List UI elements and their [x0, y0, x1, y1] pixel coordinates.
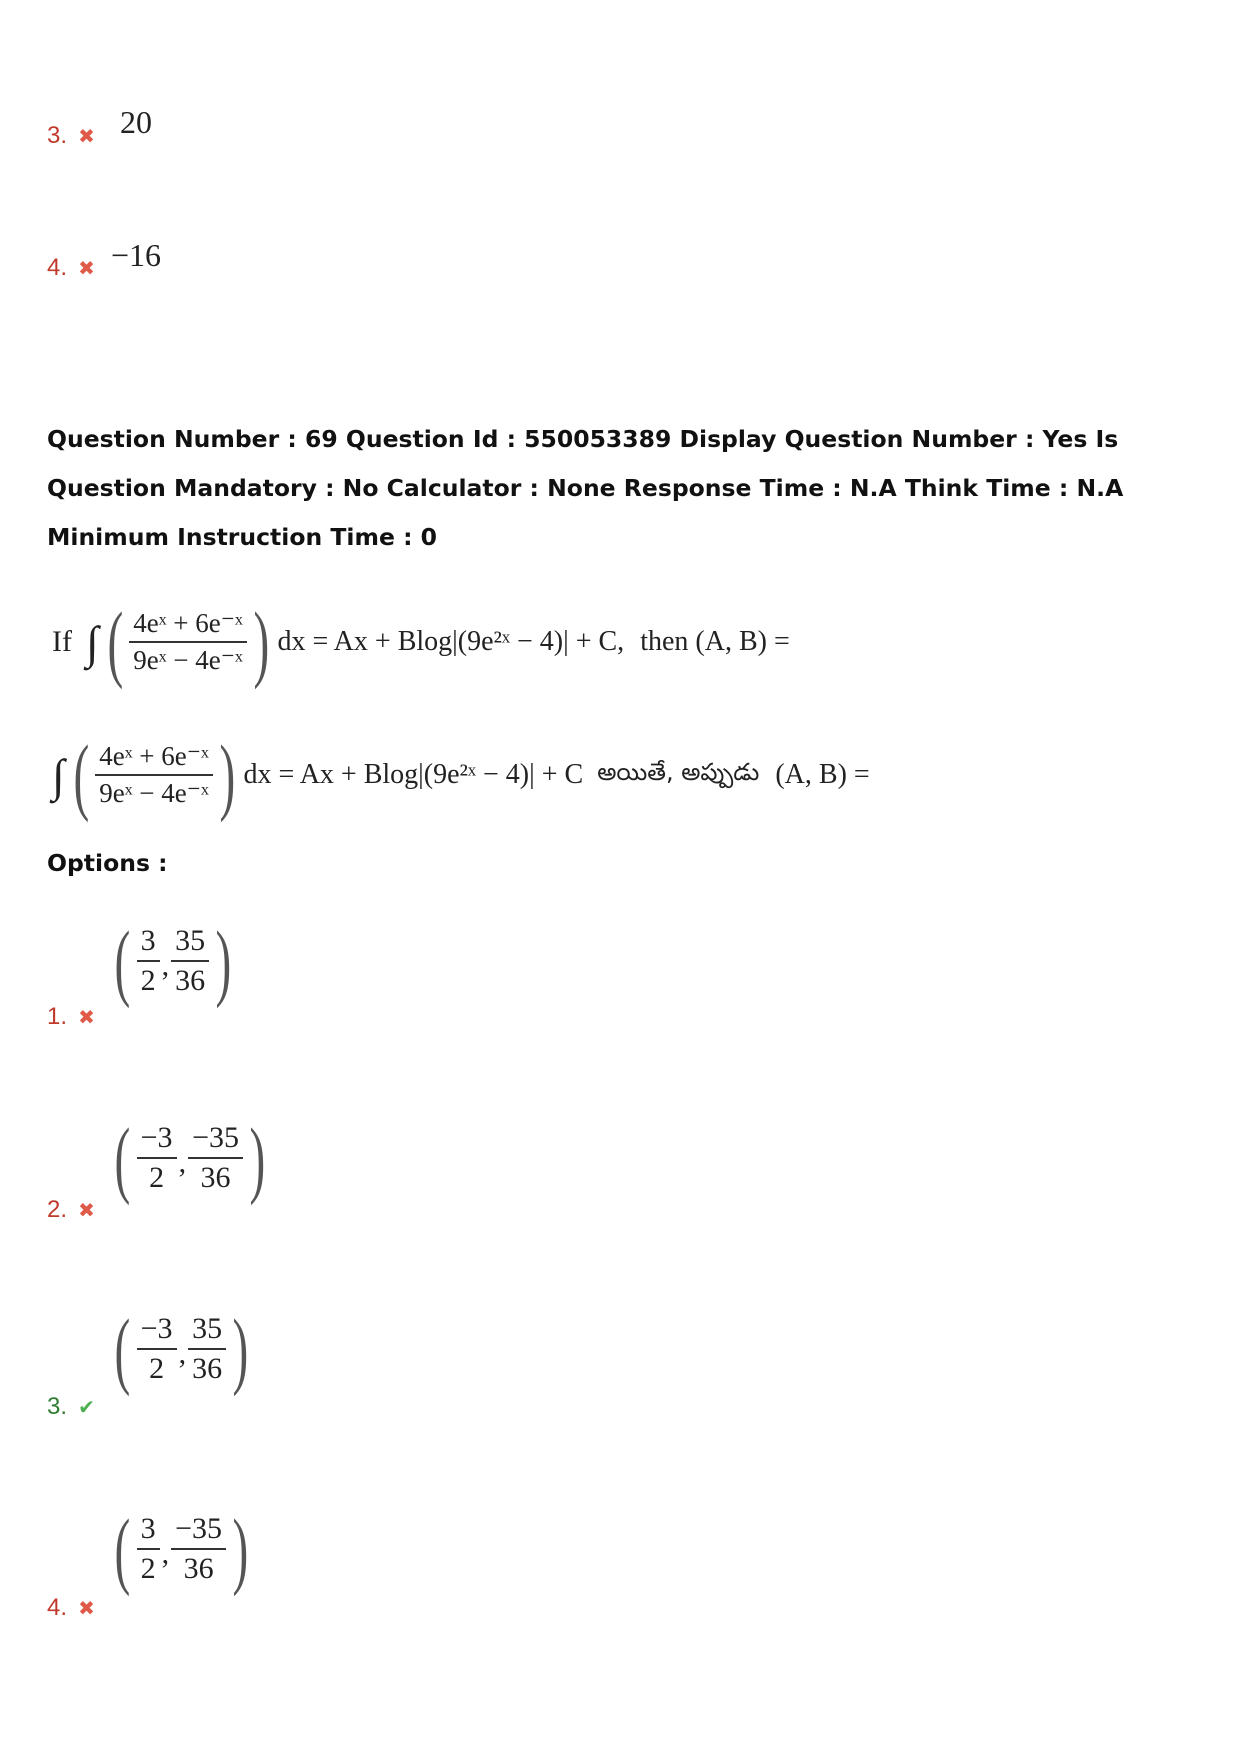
option-fraction-a — [137, 924, 160, 998]
left-paren: ( — [114, 1301, 131, 1397]
comma: , — [178, 1337, 187, 1370]
option-2-value — [108, 1110, 272, 1206]
right-paren: ) — [232, 1301, 249, 1397]
cross-icon: ✖ — [78, 1198, 95, 1222]
option-number: 3. — [47, 1393, 68, 1420]
option-2-marker — [47, 1196, 95, 1224]
fraction-numerator: −35 — [171, 1512, 226, 1550]
question-info: Question Number : 69 Question Id : 550053389 Display Question Number : Yes Is Question Mandatory : No Calculator : None Response Time : N.A Think Time : N.A Minimum Instruction Time : 0 — [47, 425, 1124, 551]
right-paren: ) — [215, 913, 232, 1009]
fraction-numerator: 3 — [137, 924, 160, 962]
option-fraction-a — [137, 1312, 177, 1386]
option-3-value — [108, 1301, 255, 1397]
prev-option-3-value: 20 — [120, 104, 152, 140]
option-number: 2. — [47, 1196, 68, 1223]
option-fraction-a — [137, 1512, 160, 1586]
integrand-fraction — [95, 741, 213, 809]
fraction-denominator: 36 — [175, 964, 206, 997]
fraction-denominator: 36 — [192, 1352, 223, 1385]
fraction-denominator: 9eˣ − 4e⁻ˣ — [99, 778, 209, 808]
right-paren: ) — [249, 1110, 266, 1206]
option-fraction-b — [188, 1121, 243, 1195]
option-fraction-b — [171, 924, 209, 998]
fraction-numerator: 35 — [188, 1312, 226, 1350]
option-1-value — [108, 913, 238, 1009]
question-suffix: (A, B) = — [775, 759, 870, 790]
comma: , — [178, 1146, 187, 1179]
comma: , — [161, 949, 170, 982]
right-paren: ) — [253, 594, 269, 690]
fraction-denominator: 36 — [200, 1161, 231, 1194]
cross-icon: ✖ — [78, 1005, 95, 1029]
fraction-numerator: −3 — [137, 1312, 177, 1350]
options-label: Options : — [47, 849, 168, 877]
option-fraction-a — [137, 1121, 177, 1195]
question-suffix-telugu: అయితే, అప్పుడు — [597, 758, 760, 786]
fraction-denominator: 9eˣ − 4e⁻ˣ — [133, 645, 243, 675]
fraction-denominator: 2 — [149, 1161, 165, 1194]
option-number: 4. — [47, 254, 68, 281]
comma: , — [161, 1537, 170, 1570]
fraction-numerator: 3 — [137, 1512, 160, 1550]
right-paren: ) — [232, 1501, 249, 1597]
left-paren: ( — [114, 913, 131, 1009]
integral-icon: ∫ — [85, 616, 99, 668]
integral-icon: ∫ — [52, 749, 65, 801]
prev-option-4 — [47, 254, 95, 282]
prev-option-4-value: −16 — [111, 237, 162, 273]
cross-icon: ✖ — [78, 256, 95, 280]
prev-option-3 — [47, 122, 95, 150]
option-fraction-b — [171, 1512, 226, 1586]
cross-icon: ✖ — [78, 1596, 95, 1620]
fraction-numerator: 35 — [171, 924, 209, 962]
option-number: 4. — [47, 1594, 68, 1621]
fraction-denominator: 2 — [140, 964, 156, 997]
option-number: 3. — [47, 122, 68, 149]
fraction-denominator: 36 — [183, 1552, 214, 1585]
fraction-denominator: 2 — [149, 1352, 165, 1385]
question-english — [52, 592, 790, 692]
option-4-value — [108, 1501, 255, 1597]
fraction-numerator: 4eˣ + 6e⁻ˣ — [129, 608, 247, 643]
question-prefix: If — [52, 625, 72, 658]
question-rhs: dx = Ax + Blog|(9e²ˣ − 4)| + C, — [277, 626, 625, 657]
fraction-denominator: 2 — [140, 1552, 156, 1585]
left-paren: ( — [73, 727, 89, 823]
fraction-numerator: −35 — [188, 1121, 243, 1159]
left-paren: ( — [107, 594, 123, 690]
left-paren: ( — [114, 1110, 131, 1206]
option-number: 1. — [47, 1003, 68, 1030]
option-4-marker — [47, 1594, 95, 1622]
fraction-numerator: 4eˣ + 6e⁻ˣ — [95, 741, 213, 776]
question-rhs: dx = Ax + Blog|(9e²ˣ − 4)| + C — [243, 759, 584, 790]
integrand-fraction — [129, 608, 247, 676]
question-suffix: then (A, B) = — [640, 626, 790, 657]
option-1-marker — [47, 1003, 95, 1031]
fraction-numerator: −3 — [137, 1121, 177, 1159]
cross-icon: ✖ — [78, 124, 95, 148]
option-3-marker — [47, 1393, 95, 1421]
check-icon: ✔ — [78, 1395, 95, 1419]
option-fraction-b — [188, 1312, 226, 1386]
question-telugu — [52, 725, 870, 825]
left-paren: ( — [114, 1501, 131, 1597]
right-paren: ) — [219, 727, 236, 823]
